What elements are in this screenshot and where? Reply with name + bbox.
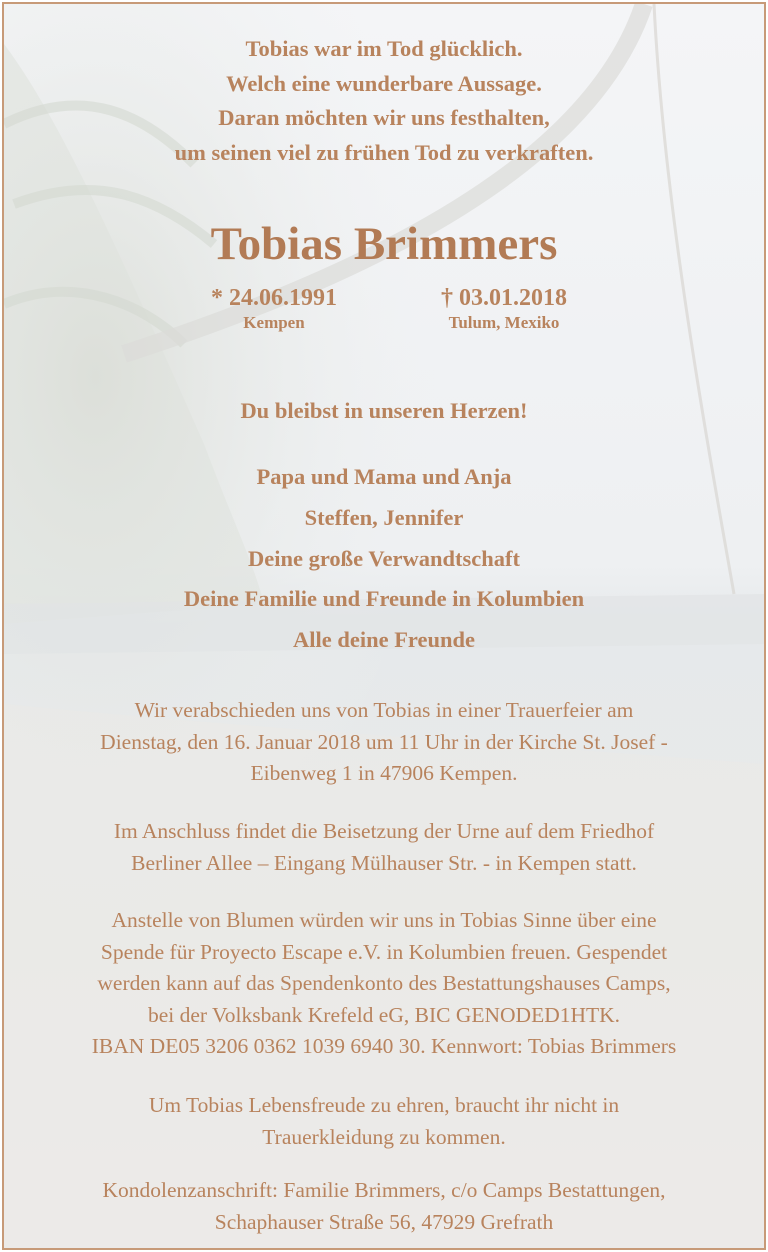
quote-line: Welch eine wunderbare Aussage. <box>226 70 542 96</box>
obituary-content <box>4 4 764 1248</box>
text-line: Dienstag, den 16. Januar 2018 um 11 Uhr in der Kirche St. Josef - <box>100 729 668 754</box>
mourner-line: Alle deine Freunde <box>292 627 476 653</box>
text-line: Kondolenzanschrift: Familie Brimmers, c/o Camps Bestattungen, <box>102 1178 666 1202</box>
condolence-address <box>4 1175 764 1238</box>
text-line: Eibenweg 1 in 47906 Kempen. <box>250 761 518 785</box>
text-line: IBAN DE05 3206 0362 1039 6940 30. Kennwort: Tobias Brimmers <box>91 1034 677 1058</box>
text-line: Trauerkleidung zu kommen. <box>262 1124 506 1149</box>
text-line: Spende für Proyecto Escape e.V. in Kolumbien freuen. Gespendet <box>100 939 668 964</box>
death-info <box>394 284 614 334</box>
text-line: Schaphauser Straße 56, 47929 Grefrath <box>214 1209 554 1234</box>
mourner-line: Deine große Verwandtschaft <box>247 545 521 571</box>
text-line: Wir verabschieden uns von Tobias in einer Trauerfeier am <box>134 698 634 722</box>
mourner-line: Deine Familie und Freunde in Kolumbien <box>183 586 585 612</box>
text-line: Berliner Allee – Eingang Mülhauser Str. - in Kempen statt. <box>131 850 637 875</box>
text-line: Anstelle von Blumen würden wir uns in Tobias Sinne über eine <box>111 908 657 932</box>
deceased-name: Tobias Brimmers <box>210 218 558 270</box>
mourner-line: Papa und Mama und Anja <box>256 464 512 489</box>
birth-place: Kempen <box>243 313 305 332</box>
text-line: werden kann auf das Spendenkonto des Bestattungshauses Camps, <box>97 971 671 995</box>
text-line: Im Anschluss findet die Beisetzung der Urne auf dem Friedhof <box>113 819 655 843</box>
quote-line: um seinen viel zu frühen Tod zu verkraften. <box>174 139 594 165</box>
birth-info <box>164 284 384 334</box>
mourners-list <box>4 457 764 661</box>
death-date: † 03.01.2018 <box>441 285 567 311</box>
burial-paragraph <box>4 816 764 879</box>
quote-line: Tobias war im Tod glücklich. <box>245 36 523 61</box>
donation-paragraph <box>4 905 764 1063</box>
obituary-card <box>2 2 766 1250</box>
funeral-paragraph <box>4 695 764 790</box>
death-place: Tulum, Mexiko <box>448 313 560 332</box>
mourner-line: Steffen, Jennifer <box>304 504 464 530</box>
dress-code-paragraph <box>4 1090 764 1153</box>
opening-quote <box>4 32 764 170</box>
quote-line: Daran möchten wir uns festhalten, <box>218 105 550 130</box>
text-line: bei der Volksbank Krefeld eG, BIC GENODED1HTK. <box>147 1002 621 1027</box>
birth-date: * 24.06.1991 <box>211 285 337 311</box>
text-line: Um Tobias Lebensfreude zu ehren, braucht ihr nicht in <box>148 1093 620 1117</box>
motto: Du bleibst in unseren Herzen! <box>240 398 528 423</box>
